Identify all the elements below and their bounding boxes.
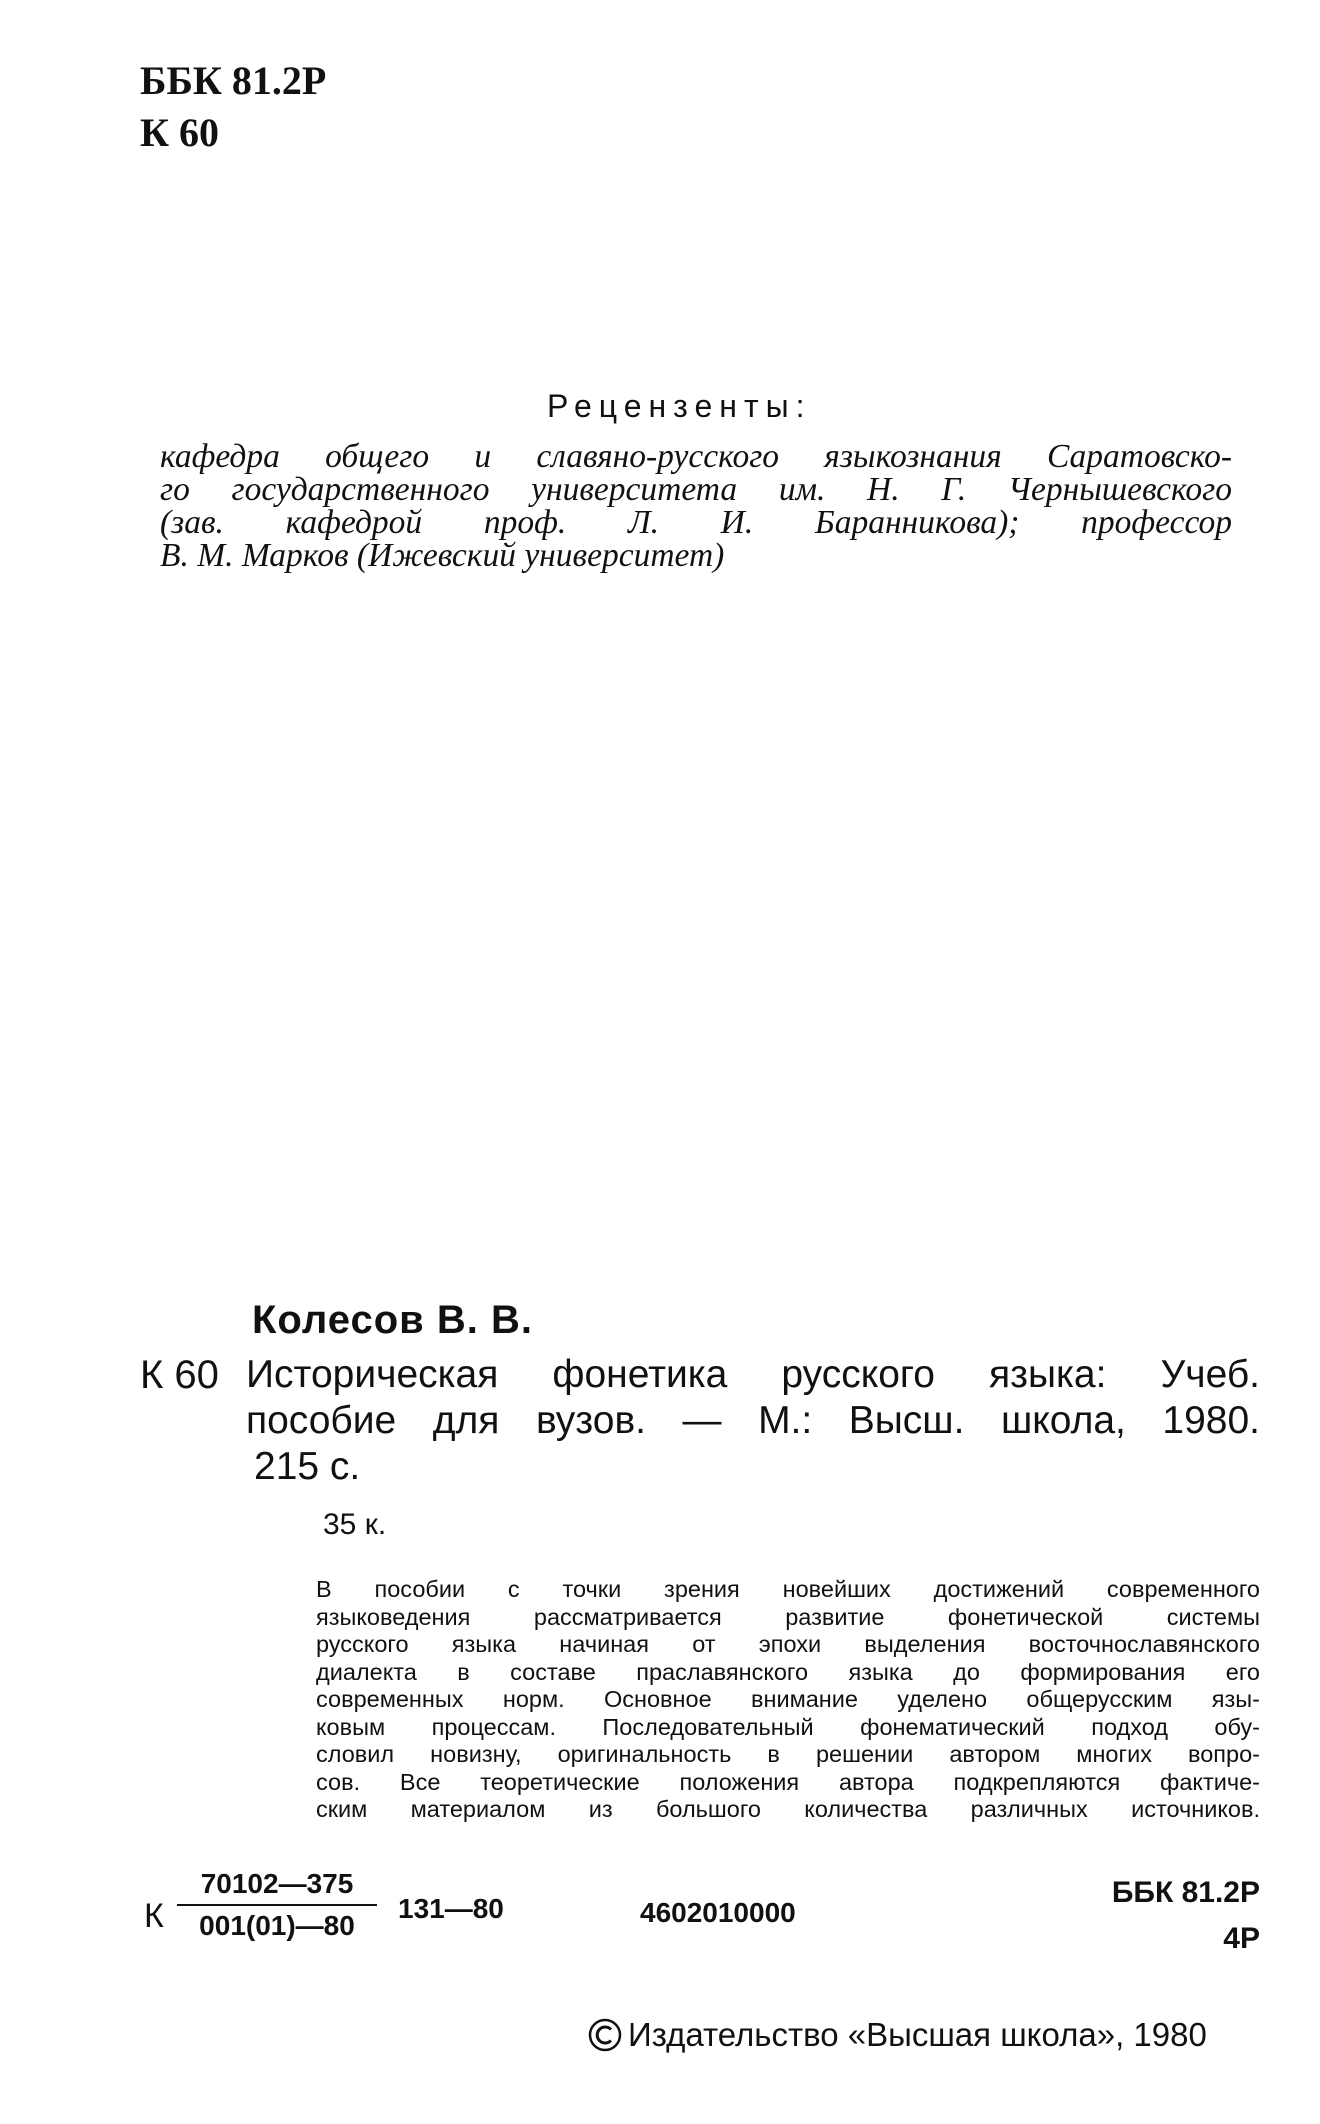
- annotation-line: ским материалом из большого количества различных источников.: [316, 1796, 1260, 1822]
- index-code: К 60: [140, 1353, 219, 1397]
- reviewers-line: (зав. кафедрой проф. Л. И. Баранникова); профессор: [160, 504, 1232, 541]
- header-code: К 60: [140, 110, 220, 155]
- catalog-fraction: [177, 1868, 377, 1942]
- catalog-bbk-main: ББК 81.2Р: [1111, 1876, 1260, 1909]
- copyright-line: [588, 2016, 1207, 2054]
- book-title: [246, 1352, 1260, 1490]
- annotation-line: словил новизну, оригинальность в решении автором многих вопро-: [316, 1741, 1260, 1767]
- author-name: Колесов В. В.: [252, 1298, 533, 1342]
- catalog-order: 131—80: [398, 1893, 504, 1924]
- annotation-line: русского языка начиная от эпохи выделения восточнославянского: [316, 1631, 1260, 1657]
- title-line: Историческая фонетика русского языка: Учеб.: [246, 1353, 1260, 1396]
- catalog-bbk-sub: 4Р: [1223, 1922, 1260, 1955]
- catalog-number: 4602010000: [640, 1897, 796, 1928]
- reviewers-line: В. М. Марков (Ижевский университет): [160, 537, 725, 574]
- catalog-k-letter: К: [144, 1897, 164, 1935]
- title-line: пособие для вузов. — М.: Высш. школа, 1980.: [246, 1399, 1260, 1442]
- annotation-line: языковедения рассматривается развитие фонетической системы: [316, 1603, 1260, 1630]
- catalog-numerator: 70102—375: [177, 1868, 377, 1906]
- annotation-line: ковым процессам. Последовательный фонематический подход обу-: [316, 1713, 1260, 1740]
- title-line: 215 с.: [254, 1445, 361, 1488]
- header-bbk: ББК 81.2Р: [140, 58, 327, 103]
- catalog-denominator: 001(01)—80: [199, 1910, 355, 1941]
- annotation-line: сов. Все теоретические положения автора подкрепляются фактиче-: [316, 1768, 1260, 1795]
- header-classification: [140, 55, 326, 159]
- annotation: [316, 1576, 1260, 1824]
- copyright-icon: [588, 2018, 622, 2052]
- annotation-line: В пособии с точки зрения новейших достижений современного: [316, 1576, 1260, 1602]
- reviewers-text: [160, 440, 1232, 572]
- annotation-line: диалекта в составе праславянского языка до формирования его: [316, 1658, 1260, 1685]
- catalog-bbk: [1112, 1870, 1260, 1962]
- annotation-line: современных норм. Основное внимание уделено общерусским язы-: [316, 1686, 1260, 1712]
- reviewers-heading: Рецензенты:: [547, 388, 812, 424]
- reviewers-line: кафедра общего и славяно-русского языкознания Саратовско-: [160, 438, 1232, 475]
- reviewers-line: го государственного университета им. Н. Г. Чернышевского: [160, 471, 1232, 508]
- price: 35 к.: [323, 1508, 387, 1541]
- copyright-text: Издательство «Высшая школа», 1980: [628, 2016, 1207, 2053]
